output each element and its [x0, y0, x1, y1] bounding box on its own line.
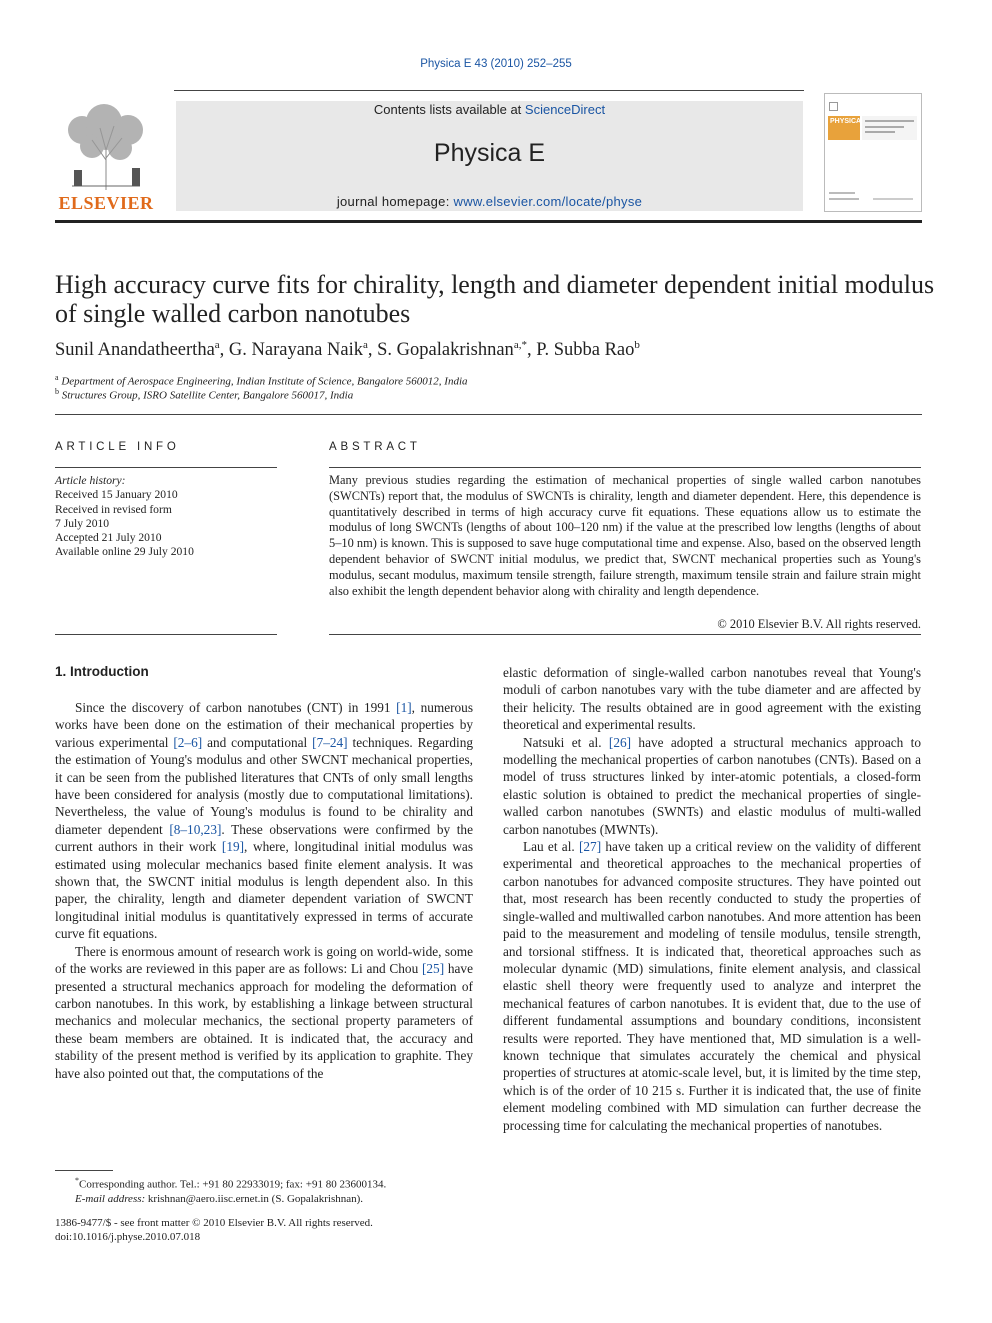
author-affil-mark[interactable]: b: [634, 339, 640, 351]
journal-title: Physica E: [433, 139, 546, 167]
history-item: Received 15 January 2010: [55, 488, 178, 502]
article-title: High accuracy curve fits for chirality, length and diameter dependent initial modulus of single walled carbon nanotubes: [55, 270, 935, 328]
paragraph-text: Since the discovery of carbon nanotubes (CNT) in 1991: [75, 700, 397, 715]
corresponding-author-footnote: [55, 1174, 475, 1207]
cover-subtitle-block: [862, 116, 917, 140]
paragraph-text: have adopted a structural mechanics approach to modelling the mechanical properties of carbon nanotubes (CNTs). Based on a model of truss structures linked by inter-atomic potentials, a closed-form elastic solution is obtained to predict the mechanical properties of single-walled carbon nanotubes (SWNTs) and elastic modulus of multi-walled carbon nanotubes (MWNTs).: [503, 734, 921, 837]
journal-cover-thumbnail: [824, 93, 922, 212]
author-name[interactable]: P. Subba Rao: [536, 340, 635, 361]
sciencedirect-link[interactable]: ScienceDirect: [524, 102, 606, 117]
body-column-left: [55, 699, 473, 1082]
abstract-copyright: © 2010 Elsevier B.V. All rights reserved.: [717, 617, 921, 631]
homepage-link[interactable]: www.elsevier.com/locate/physe: [453, 194, 643, 209]
history-item: 7 July 2010: [55, 516, 110, 530]
citation-link[interactable]: [25]: [421, 961, 445, 977]
body-paragraph: [503, 838, 921, 1134]
homepage-prefix: journal homepage:: [336, 194, 454, 209]
history-item: Received in revised form: [55, 502, 172, 516]
cover-mark-icon: [829, 102, 838, 111]
paragraph-text: Natsuki et al.: [523, 734, 609, 750]
abstract-heading: ABSTRACT: [329, 441, 421, 453]
header-rule: [174, 90, 804, 91]
paragraph-text: There is enormous amount of research work is going on world-wide, some of the works are reviewed in this paper are as follows: Li and Chou: [55, 943, 473, 977]
footnote-line: *Corresponding author. Tel.: +91 80 22933019; fax: +91 80 23600134.: [75, 1176, 387, 1191]
cover-title-block: [828, 116, 860, 140]
footnote-email-line: E-mail address: krishnan@aero.iisc.ernet.in (S. Gopalakrishnan).: [75, 1193, 364, 1206]
author-name[interactable]: G. Narayana Naik: [228, 340, 363, 361]
history-item: Available online 29 July 2010: [55, 545, 194, 559]
author-affil-mark[interactable]: a: [362, 339, 368, 351]
homepage-line: [176, 194, 803, 209]
author-email[interactable]: krishnan@aero.iisc.ernet.in (S. Gopalakrishnan).: [147, 1193, 364, 1206]
citation-link[interactable]: [2–6]: [173, 734, 203, 750]
citation-link[interactable]: [8–10,23]: [169, 821, 222, 837]
body-column-right: [503, 664, 921, 1134]
affiliation: $^b$ Structures Group, ISRO Satellite Center, Bangalore 560017, India: [55, 387, 354, 402]
abstract-bottom-rule: [329, 634, 921, 635]
abstract-text: Many previous studies regarding the estimation of mechanical properties of single walled carbon nanotubes (SWCNTs) report that, the modulus of SWCNTs is chirality, length and diameter dependent. Here, this dependence is quantitatively described in terms of high accuracy curve fit equations. These equations allow us to estimate the modulus of long SWCNTs (lengths of about 100–120 nm) if the value at the prescribed low lengths (lengths of about 5–10 nm) is known. This is supposed to save huge computational time and expense. Also, based on the observed length dependent behavior of SWCNT initial modulus, we predict that, SWCNT mechanical properties such as Young's modulus, secant modulus, maximum tensile strength, failure strength, maximum tensile strain and failure strain might also exhibit the length dependent behavior along with chirality and length dependence.: [329, 473, 921, 598]
history-label: Article history:: [55, 474, 126, 487]
issn-line: 1386-9477/$ - see front matter © 2010 Elsevier B.V. All rights reserved.: [55, 1217, 373, 1229]
citation-link[interactable]: [19]: [221, 839, 245, 855]
info-bottom-rule: [55, 634, 277, 635]
author-affil-mark[interactable]: a,*: [513, 339, 527, 351]
paragraph-text: . These observations were confirmed by the current authors in their work: [55, 821, 473, 855]
citation-link[interactable]: [7–24]: [312, 734, 348, 750]
contents-line: [176, 102, 803, 117]
footnote-star: *: [75, 1176, 79, 1185]
author-name[interactable]: S. Gopalakrishnan: [377, 340, 514, 361]
author-name[interactable]: Sunil Anandatheertha: [55, 340, 215, 361]
title-rule: [55, 414, 922, 415]
cover-title: PHYSICA: [830, 118, 862, 125]
body-paragraph: [503, 664, 921, 734]
author-affil-mark[interactable]: a: [214, 339, 220, 351]
citation-link[interactable]: [27]: [578, 839, 602, 855]
citation-link[interactable]: [26]: [608, 734, 632, 750]
article-info-heading: ARTICLE INFO: [55, 441, 180, 453]
journal-citation[interactable]: Physica E 43 (2010) 252–255: [420, 58, 572, 70]
affiliation: $^a$ Department of Aerospace Engineering, Indian Institute of Science, Bangalore 560012, India: [55, 373, 468, 388]
paragraph-text: techniques. Regarding the estimation of Young's modulus and other SWCNT mechanical properties, it can be seen from the published literatures that CNTs of only small lengths have been considered for analysis (mostly due to computational limitations). Nevertheless, the value of Young's modulus is found to be chirality and diameter dependent: [55, 734, 473, 837]
paragraph-text: Lau et al.: [523, 839, 579, 855]
paragraph-text: and computational: [202, 734, 313, 750]
citation-link[interactable]: [1]: [396, 700, 412, 715]
header-thick-rule: [55, 220, 922, 223]
article-history: [55, 474, 277, 560]
info-rule: [55, 467, 277, 468]
section-heading-introduction: 1. Introduction: [55, 664, 149, 679]
issn-doi: [55, 1216, 475, 1244]
history-item: Accepted 21 July 2010: [55, 531, 162, 545]
paragraph-text: have taken up a critical review on the validity of different experimental and theoretical approaches to the mechanical properties of carbon nanotubes for advanced composite structures. They have pointed out that, most research has been recently conducted to study the properties of single-walled and multiwalled carbon nanotubes. And more attention has been paid to the measurement and modeling of tensile modulus, tensile strength, and torsional stiffness. It is indicated that, theoretical approaches such as molecular dynamic (MD) simulations, finite element analysis, and classical elastic shell theory were frequently used to analyze and interpret the mechanical features of carbon nanotubes. It is evident that, due to the use of different fundamental assumptions and boundary conditions, inconsistent results were reported. They have mentioned that, MD simulation is a well-known technique that simulates accurately the chemical and physical properties of structures at atomic-scale level, but, it is limited by the time step, which is of the order of 10 215 s. Further it is indicated that, the use of finite element modeling combined with MD simulation can further decrease the processing time for calculating the mechanical properties of nanotubes.: [503, 839, 921, 1133]
body-paragraph: [55, 699, 473, 943]
contents-prefix: Contents lists available at: [373, 102, 525, 117]
paragraph-text: have presented a structural mechanics approach for modeling the deformation of carbon nanotubes. In this work, by establishing a linkage between structural mechanics and molecular mechanics, the sectional property parameters of these beam members are obtained. It is indicated that, the accuracy and stability of the present method is verified by its application to graphite. They have also pointed out that, the computations of the: [55, 961, 473, 1081]
paragraph-text: elastic deformation of single-walled carbon nanotubes reveal that Young's moduli of carbon nanotubes vary with the tube diameter and are affected by their helicity. The results obtained are in good agreement with the existing theoretical and experimental results.: [503, 665, 921, 733]
paragraph-text: , where, longitudinal initial modulus was estimated using molecular mechanics based finite element analysis. It was shown that, the SWCNT initial modulus is length dependent also. In this paper, the chirality, length and diameter dependent variation of SWCNT longitudinal initial modulus is quantitatively expressed in terms of accurate curve fit equations.: [55, 839, 473, 942]
body-paragraph: [55, 943, 473, 1082]
abstract-rule: [329, 467, 921, 468]
footnote-rule: [55, 1170, 113, 1171]
author-list: Sunil Anandatheertha$^a$, G. Narayana Naik$^a$, S. Gopalakrishnan$^{a,*}$, P. Subba Rao$^b$: [55, 339, 640, 361]
elsevier-wordmark: ELSEVIER: [58, 193, 154, 213]
body-paragraph: [503, 734, 921, 838]
paragraph-text: , numerous works have been done on the estimation of their mechanical properties by various experimental: [55, 700, 474, 750]
doi-line[interactable]: doi:10.1016/j.physe.2010.07.018: [55, 1231, 201, 1243]
